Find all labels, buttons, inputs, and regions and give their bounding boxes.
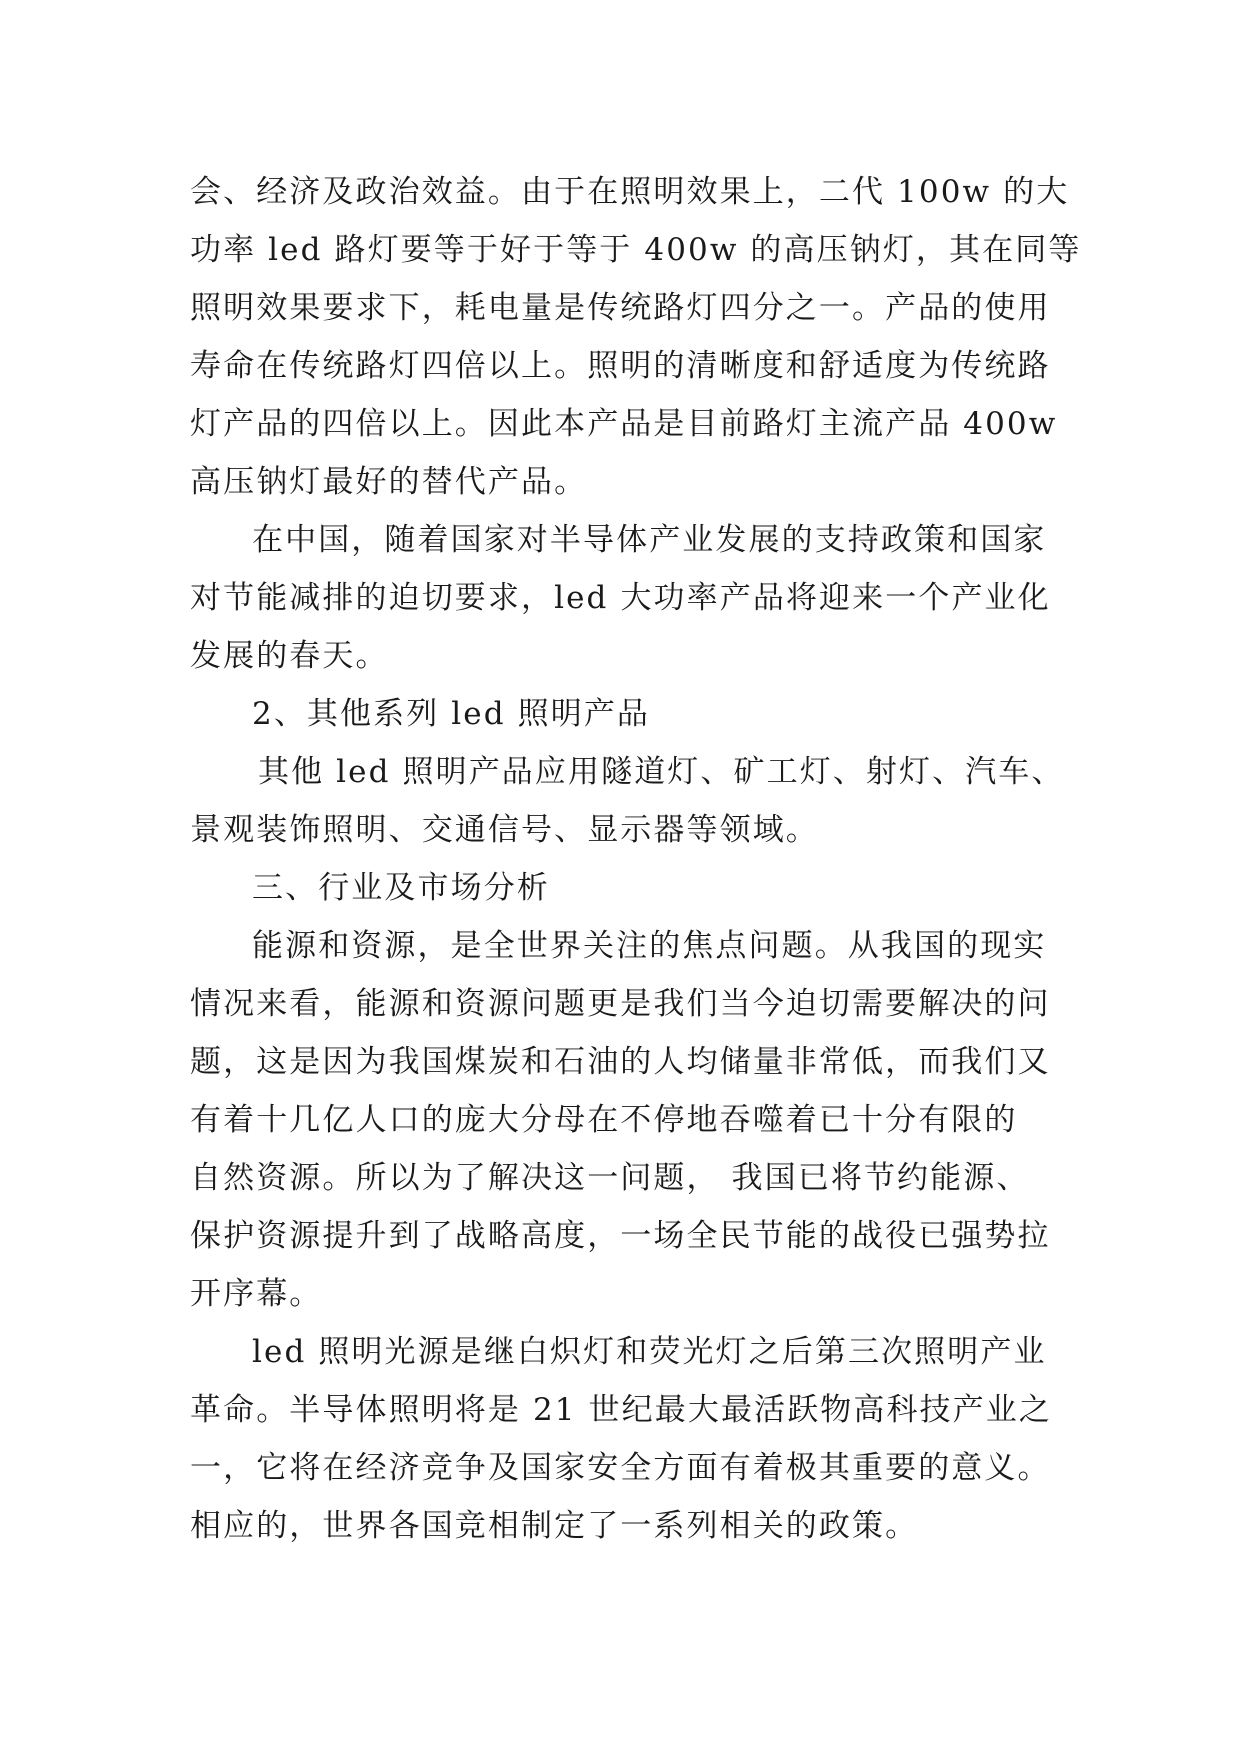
text-line: 灯产品的四倍以上。因此本产品是目前路灯主流产品 400w	[190, 406, 1058, 442]
text-line: 其他 led 照明产品应用隧道灯、矿工灯、射灯、汽车、	[258, 754, 1065, 790]
paragraph	[190, 1323, 1070, 1555]
document-body	[190, 163, 1082, 1555]
text-line: 在中国，随着国家对半导体产业发展的支持政策和国家	[252, 522, 1047, 558]
text-line: 发展的春天。	[190, 638, 389, 674]
text-line: 能源和资源，是全世界关注的焦点问题。从我国的现实	[252, 928, 1047, 964]
text-line: 会、经济及政治效益。由于在照明效果上，二代 100w 的大	[190, 174, 1070, 210]
text-line: 对节能减排的迫切要求，led 大功率产品将迎来一个产业化	[190, 580, 1051, 616]
heading-text: 2、其他系列 led 照明产品	[252, 696, 651, 732]
paragraph	[190, 163, 1082, 511]
text-line: 情况来看，能源和资源问题更是我们当今迫切需要解决的问	[190, 986, 1051, 1022]
text-line: 景观装饰照明、交通信号、显示器等领域。	[190, 812, 819, 848]
text-line: 相应的，世界各国竞相制定了一系列相关的政策。	[190, 1508, 919, 1544]
text-line: 照明效果要求下，耗电量是传统路灯四分之一。产品的使用	[190, 290, 1051, 326]
text-line: 开序幕。	[190, 1276, 323, 1312]
text-line: 一，它将在经济竞争及国家安全方面有着极其重要的意义。	[190, 1450, 1051, 1486]
paragraph	[190, 743, 1070, 859]
text-line: 有着十几亿人口的庞大分母在不停地吞噬着已十分有限的	[190, 1102, 1018, 1138]
section-heading	[190, 685, 1070, 743]
text-line: 自然资源。所以为了解决这一问题， 我国已将节约能源、	[190, 1160, 1030, 1196]
text-line: 革命。半导体照明将是 21 世纪最大最活跃物高科技产业之	[190, 1392, 1052, 1428]
text-line: 保护资源提升到了战略高度，一场全民节能的战役已强势拉	[190, 1218, 1051, 1254]
paragraph	[190, 917, 1070, 1323]
section-heading	[190, 859, 1070, 917]
text-line: 题，这是因为我国煤炭和石油的人均储量非常低，而我们又	[190, 1044, 1051, 1080]
heading-text: 三、行业及市场分析	[252, 870, 550, 906]
text-line: 功率 led 路灯要等于好于等于 400w 的高压钠灯，其在同等	[190, 232, 1082, 268]
paragraph	[190, 511, 1070, 685]
text-line: 寿命在传统路灯四倍以上。照明的清晰度和舒适度为传统路	[190, 348, 1051, 384]
text-line: led 照明光源是继白炽灯和荧光灯之后第三次照明产业	[252, 1334, 1047, 1370]
text-line: 高压钠灯最好的替代产品。	[190, 464, 588, 500]
